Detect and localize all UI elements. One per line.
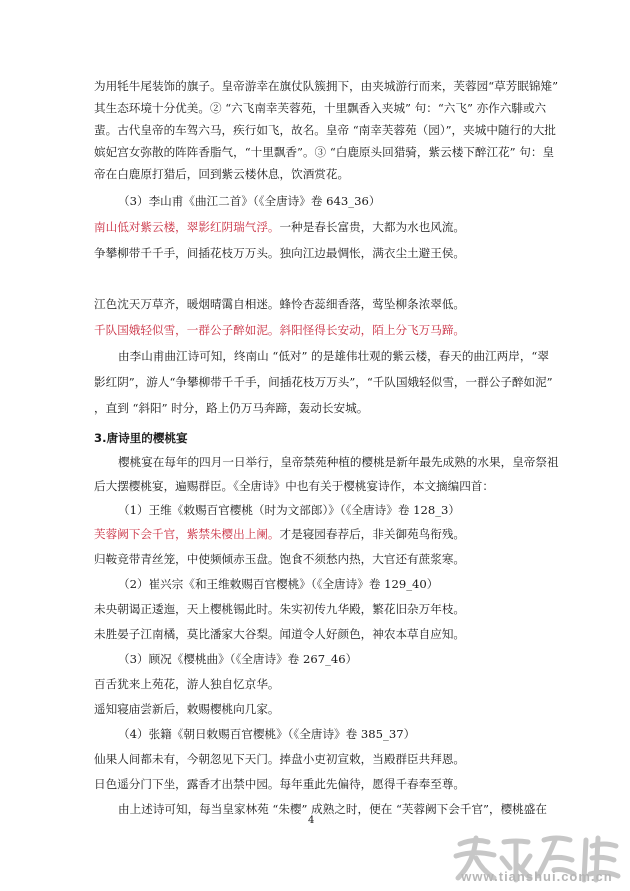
poem-line: 归鞍竞带青丝笼，中使频倾赤玉盘。饱食不须愁内热，大官还有蔗浆寒。 — [94, 552, 466, 566]
poem-text: 才是寝园春荐后，非关御苑鸟衔残。 — [279, 527, 466, 541]
poem-line: 百舌犹来上苑花，游人独自忆京华。 — [94, 677, 280, 691]
poem-line: 争攀柳带千千手，间插花枝万万头。独向江边最惆怅，满衣尘土避王侯。 — [94, 246, 466, 260]
poem-line: 未央朝谒正逶迤，天上樱桃锡此时。朱实初传九华殿，繁花旧杂万年枝。 — [94, 602, 466, 616]
poem-line: 未胜晏子江南橘，莫比潘家大谷梨。闻道令人好颜色，神农本草自应知。 — [94, 627, 466, 641]
poem-title: （3）顾况《樱桃曲》（《全唐诗》卷 267_46） — [118, 652, 358, 666]
highlight-text: 芙蓉阙下会千官，紫禁朱樱出上阑。 — [94, 527, 280, 541]
body-line: 帝在白鹿原打猎后，回到紫云楼休息，饮酒赏花。 — [94, 167, 350, 181]
body-line: 樱桃宴在每年的四月一日举行，皇帝禁苑种植的樱桃是新年最先成熟的水果，皇帝祭祖 — [118, 455, 559, 469]
poem-line — [94, 220, 544, 234]
poem-line: 仙果人间都未有，今朝忽见下天门。捧盘小吏初宣敕，当殿群臣共拜恩。 — [94, 752, 466, 766]
poem-line-highlight: 千队国娥轻似雪，一群公子醉如泥。斜阳怪得长安动，陌上分飞万马蹄。 — [94, 323, 466, 337]
body-line: 为用牦牛尾装饰的旗子。皇帝游幸在旗仗队簇拥下，由夹城游行而来，芙蓉园“草芳眠锦雉” — [94, 79, 559, 93]
body-line: ，直到 “斜阳” 时分，路上仍万马奔蹄，轰动长安城。 — [94, 401, 369, 415]
poem-text: 一种是春长富贵，大都为水也风流。 — [279, 220, 466, 234]
poem-line — [94, 527, 544, 541]
body-line: 嫔妃宫女弥散的阵阵香脂气，“十里飘香”。③ “白鹿原头回猎骑，紫云楼下醉江花” 句：皇 — [94, 145, 555, 159]
poem-line: 日色遥分门下坐，露香才出禁中园。每年重此先偏待，愿得千春奉至尊。 — [94, 777, 466, 791]
poem-line: 遥知寝庙尝新后，敕赐樱桃向几家。 — [94, 702, 280, 716]
poem-title: （2）崔兴宗《和王维敕赐百官樱桃》（《全唐诗》卷 129_40） — [118, 577, 439, 591]
body-line: 其生态环境十分优美。② “六飞南幸芙蓉苑，十里飘香入夹城” 句：“六飞” 亦作六騑或六 — [94, 101, 547, 115]
poem-title: （3）李山甫《曲江二首》（《全唐诗》卷 643_36） — [118, 194, 381, 208]
body-line: 蜚。古代皇帝的车驾六马，疾行如飞，故名。皇帝 “南幸芙蓉苑（园）”，夹城中随行的大批 — [94, 123, 556, 137]
page-number: 4 — [308, 815, 315, 826]
body-line: 由李山甫曲江诗可知，终南山 “低对” 的是雄伟壮观的紫云楼，春天的曲江两岸，“翠 — [118, 349, 549, 363]
poem-line: 江色沈天万草齐，暖烟晴霭自相迷。蜂怜杏蕊细香落，莺坠柳条浓翠低。 — [94, 297, 466, 311]
body-line: 影红阴”，游人“争攀柳带千千手，间插花枝万万头”，“千队国娥轻似雪，一群公子醉如泥” — [94, 375, 553, 389]
poem-title: （1）王维《敕赐百官樱桃（时为文部郎）》（《全唐诗》卷 128_3） — [118, 503, 460, 517]
body-line: 由上述诗可知，每当皇家林苑 “朱樱” 成熟之时，便在 “芙蓉阙下会千官”，樱桃盛在 — [118, 802, 547, 816]
watermark-url: www.tianshui.com.cn — [461, 869, 613, 884]
body-line: 后大摆樱桃宴，遍赐群臣。《全唐诗》中也有关于樱桃宴诗作，本文摘编四首： — [94, 479, 494, 493]
poem-title: （4）张籍《朝日敕赐百官樱桃》（《全唐诗》卷 385_37） — [118, 727, 416, 741]
section-heading: 3.唐诗里的樱桃宴 — [94, 431, 188, 445]
highlight-text: 南山低对紫云楼，翠影红阴瑞气浮。 — [94, 220, 280, 234]
